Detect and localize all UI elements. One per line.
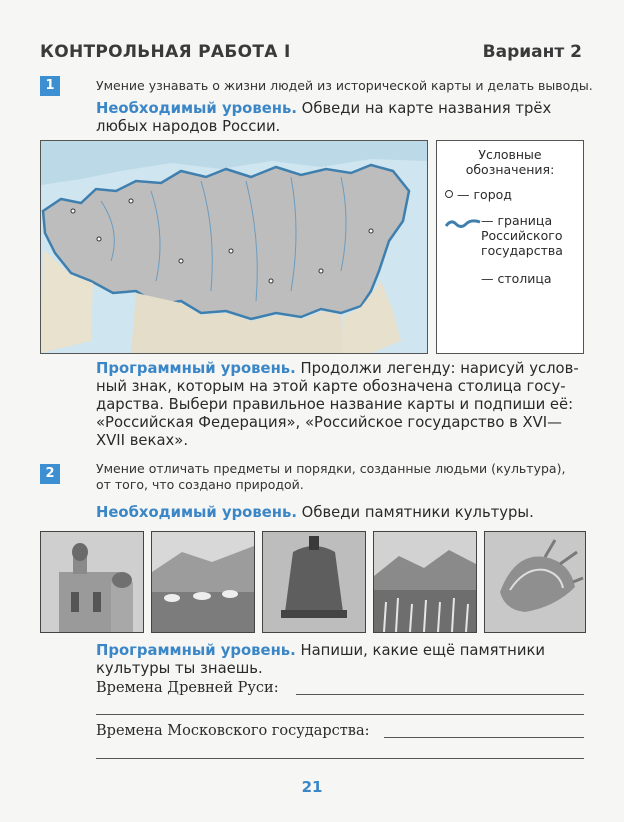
legend-capital: — столица	[481, 271, 552, 286]
q2-program	[96, 642, 584, 678]
line2-label: Времена Московского государства:	[96, 723, 370, 739]
photo-seashell[interactable]	[484, 531, 586, 633]
church-image	[41, 532, 143, 632]
q2-program-text-2: культуры ты знаешь.	[96, 660, 263, 677]
q2-skill	[96, 461, 584, 493]
answer-line-2[interactable]	[96, 714, 584, 715]
q1-required	[96, 100, 584, 136]
line1-label: Времена Древней Руси:	[96, 680, 279, 696]
q2-skill-2: от того, что создано природой.	[96, 477, 304, 492]
q2-skill-1: Умение отличать предметы и порядки, созданные людьми (культура),	[96, 461, 566, 476]
q2-program-text-1: Напиши, какие ещё памятники	[300, 642, 546, 659]
answer-line-4[interactable]	[96, 758, 584, 759]
q2-required-text: Обведи памятники культуры.	[301, 504, 534, 521]
meadow-image	[374, 532, 476, 632]
question-number-1: 1	[40, 76, 60, 96]
photo-bell[interactable]	[262, 531, 366, 633]
legend-border	[445, 213, 563, 258]
legend-city-label: — город	[457, 187, 512, 202]
photo-meadow[interactable]	[373, 531, 477, 633]
answer-line-1[interactable]	[296, 694, 584, 695]
city-symbol-icon	[445, 190, 453, 198]
q1-required-text-2: любых народов России.	[96, 118, 281, 135]
q1-program-text-2: ный знак, которым на этой карте обозначена столица госу-	[96, 378, 566, 395]
q2-program-label: Программный уровень.	[96, 642, 296, 659]
page-title: КОНТРОЛЬНАЯ РАБОТА I	[40, 42, 291, 62]
map-image	[41, 141, 427, 353]
q1-program-text-5: XVII веках».	[96, 432, 189, 449]
variant-label: Вариант 2	[482, 42, 582, 62]
q1-skill: Умение узнавать о жизни людей из исторической карты и делать выводы.	[96, 78, 593, 93]
seashell-image	[485, 532, 585, 632]
legend-title-2: обозначения:	[465, 162, 555, 177]
sheep-image	[152, 532, 254, 632]
q1-required-label: Необходимый уровень.	[96, 100, 297, 117]
q2-required	[96, 504, 534, 522]
q2-required-label: Необходимый уровень.	[96, 504, 297, 521]
border-line-icon	[445, 217, 481, 231]
q1-required-text-1: Обведи на карте названия трёх	[301, 100, 552, 117]
page-number: 21	[301, 778, 323, 796]
legend-border-2: Российского	[481, 228, 563, 243]
photo-sheep[interactable]	[151, 531, 255, 633]
map-legend	[436, 140, 584, 354]
photo-church[interactable]	[40, 531, 144, 633]
q1-program-label: Программный уровень.	[96, 360, 296, 377]
question-number-2: 2	[40, 464, 60, 484]
bell-image	[263, 532, 365, 632]
legend-title-1: Условные	[478, 147, 542, 162]
answer-line-3[interactable]	[384, 737, 584, 738]
q1-program-text-3: дарства. Выбери правильное название карты и подпиши её:	[96, 396, 574, 413]
q1-program-text-4: «Российская Федерация», «Российское государство в XVI—	[96, 414, 562, 431]
legend-city	[445, 187, 512, 202]
legend-border-1: — граница	[481, 213, 553, 228]
historical-map[interactable]	[40, 140, 428, 354]
q1-program	[96, 360, 584, 450]
legend-border-3: государства	[481, 243, 563, 258]
q1-program-text-1: Продолжи легенду: нарисуй услов-	[300, 360, 579, 377]
